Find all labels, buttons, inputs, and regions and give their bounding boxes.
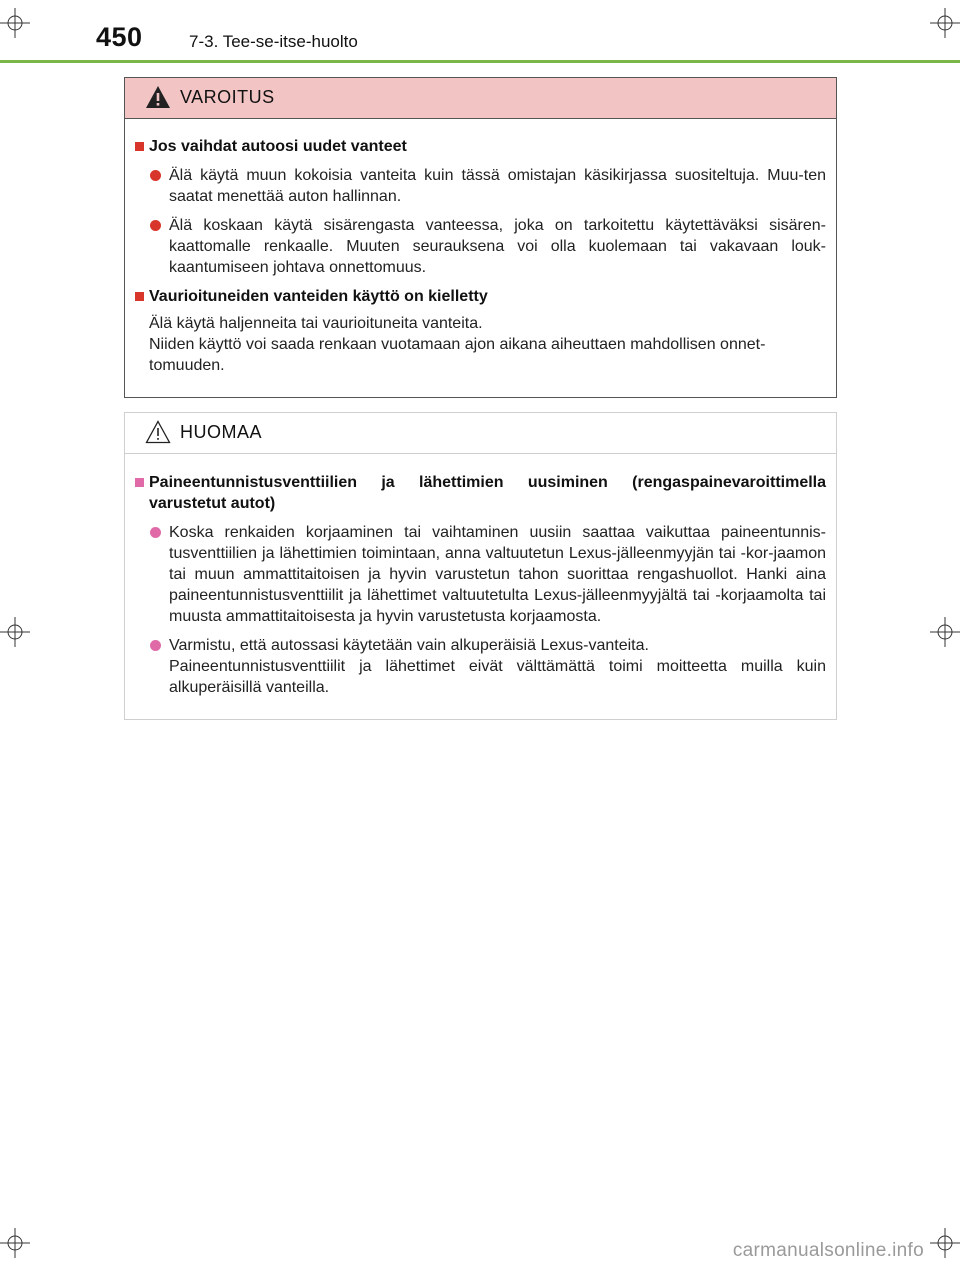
square-bullet-icon [135,478,144,487]
header-divider [0,60,960,63]
dot-bullet-icon [150,170,161,181]
warning-heading-2-text: Vaurioituneiden vanteiden käyttö on kielletty [149,288,488,305]
warning-box [124,77,837,398]
watermark: carmanualsonline.info [732,1240,924,1261]
crop-mark-top-left [0,8,30,38]
section-title: 7-3. Tee-se-itse-huolto [189,32,358,51]
warning-triangle-icon [145,85,171,114]
notice-heading [135,472,826,514]
dot-bullet-icon [150,640,161,651]
notice-label: HUOMAA [180,422,263,442]
warning-item-2-text: Älä koskaan käytä sisärengasta vanteessa, joka on tarkoitettu käytettäväksi sisären-kaattomalle renkaalle. Muuten seurauksena voi olla kuolemaan tai vakavaan louk-kaantumiseen johtava onnettomuus. [169,217,826,276]
warning-header [125,78,836,119]
warning-heading-1-text: Jos vaihdat autoosi uudet vanteet [149,138,407,155]
notice-header [125,413,836,454]
notice-item-1-text: Koska renkaiden korjaaminen tai vaihtaminen uusiin saattaa vaikuttaa paineentunnis-tusventtiilien ja lähettimien toimintaan, anna valtuutetun Lexus-jälleenmyyjän tai -kor-jaamon tai muun ammattitaitoisen ja hyvin varustetun tahon suorittaa rengashuollot. Hanki aina paineentunnistusventtiilit ja lähettimet valtuutetulta Lexus-jälleenmyyjältä tai -korjaamolta tai muusta ammattitaitoisesta ja hyvin varustetusta korjaamosta. [169,524,826,625]
page-number: 450 [96,22,143,52]
crop-mark-bottom-left [0,1228,30,1258]
notice-body [125,472,836,698]
crop-mark-top-right [930,8,960,38]
warning-item-1-text: Älä käytä muun kokoisia vanteita kuin tässä omistajan käsikirjassa suositeltuja. Muu-ten saatat menettää auton hallinnan. [169,167,826,205]
warning-body [125,136,836,376]
crop-mark-mid-right [930,617,960,647]
warning-item-2 [135,215,826,278]
notice-item-2-line-1: Varmistu, että autossasi käytetään vain alkuperäisiä Lexus-vanteita. [169,637,649,654]
square-bullet-icon [135,142,144,151]
crop-mark-mid-left [0,617,30,647]
square-bullet-icon [135,292,144,301]
warning-text-line-1: Älä käytä haljenneita tai vaurioituneita vanteita. [149,315,483,332]
warning-item-1 [135,165,826,207]
crop-mark-bottom-right [930,1228,960,1258]
caution-triangle-icon [145,420,171,449]
warning-heading-2 [135,286,826,307]
notice-box [124,412,837,720]
notice-item-1 [135,522,826,627]
notice-heading-text: Paineentunnistusventtiilien ja lähettimien uusiminen (rengaspainevaroittimella varustetut autot) [149,474,826,512]
notice-item-2 [135,635,826,698]
dot-bullet-icon [150,220,161,231]
warning-heading-1 [135,136,826,157]
notice-item-2-line-2: Paineentunnistusventtiilit ja lähettimet eivät välttämättä toimi moitteetta muilla kuin alkuperäisillä vanteilla. [169,658,826,696]
dot-bullet-icon [150,527,161,538]
warning-text-line-2: Niiden käyttö voi saada renkaan vuotamaan ajon aikana aiheuttaen mahdollisen onnet-tomuuden. [149,336,766,374]
warning-label: VAROITUS [180,87,275,107]
